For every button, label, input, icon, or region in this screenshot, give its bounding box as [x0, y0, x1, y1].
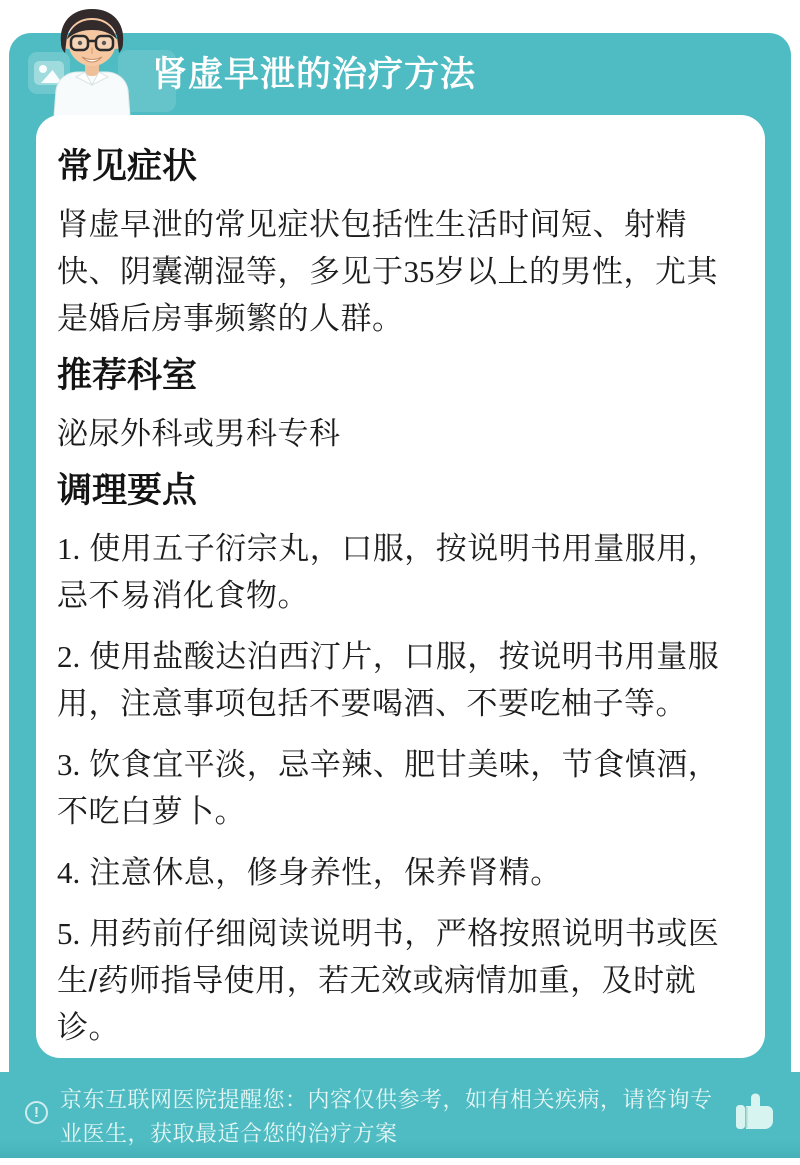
- section-heading-symptoms: 常见症状: [57, 147, 198, 186]
- care-item-3: [57, 741, 745, 835]
- care-item-2: [57, 633, 745, 727]
- department-paragraph: 泌尿外科或男科专科: [57, 416, 341, 451]
- care-item-1-text: 使用五子衍宗丸，口服，按说明书用量服用，忌不易消化食物。: [57, 531, 720, 613]
- section-heading-care: 调理要点: [57, 471, 198, 510]
- section-heading-department: 推荐科室: [57, 356, 198, 395]
- glasses-left-lens: [71, 36, 88, 50]
- care-item-5: [57, 910, 745, 1051]
- photo-dot-icon: [39, 65, 47, 73]
- footer-disclaimer: 京东互联网医院提醒您：内容仅供参考，如有相关疾病，请咨询专业医生，获取最适合您的治疗方案: [60, 1087, 713, 1146]
- care-item-4: [57, 849, 745, 896]
- care-item-3-number: 3.: [57, 747, 81, 782]
- care-item-2-text: 使用盐酸达泊西汀片，口服，按说明书用量服用，注意事项包括不要喝酒、不要吃柚子等。: [57, 639, 720, 721]
- doctor-avatar: [48, 6, 136, 116]
- thumbs-up-icon[interactable]: [728, 1086, 778, 1136]
- care-item-4-number: 4.: [57, 855, 81, 890]
- care-item-5-number: 5.: [57, 916, 81, 951]
- care-item-2-number: 2.: [57, 639, 81, 674]
- symptoms-age-number: 35: [403, 254, 435, 289]
- symptoms-text-after: 岁以上的男性，尤其是婚后房事频繁的人群。: [57, 254, 718, 336]
- symptoms-text-before: 肾虚早泄的常见症状包括性生活时间短、射精快、阴囊潮湿等，多见于: [57, 207, 687, 289]
- care-item-3-text: 饮食宜平淡，忌辛辣、肥甘美味，节食慎酒，不吃白萝卜。: [57, 747, 720, 829]
- symptoms-paragraph: [57, 201, 745, 342]
- care-item-5-text: 用药前仔细阅读说明书，严格按照说明书或医生/药师指导使用，若无效或病情加重，及时就诊。: [57, 916, 720, 1045]
- care-item-4-text: 注意休息，修身养性，保养肾精。: [89, 855, 562, 890]
- shirt: [54, 72, 130, 116]
- page-title: 肾虚早泄的治疗方法: [152, 55, 477, 94]
- care-item-1-number: 1.: [57, 531, 81, 566]
- glasses-right-lens: [96, 36, 113, 50]
- alert-circle-icon: !: [25, 1101, 48, 1124]
- care-item-1: [57, 525, 745, 619]
- content-card: [36, 115, 765, 1058]
